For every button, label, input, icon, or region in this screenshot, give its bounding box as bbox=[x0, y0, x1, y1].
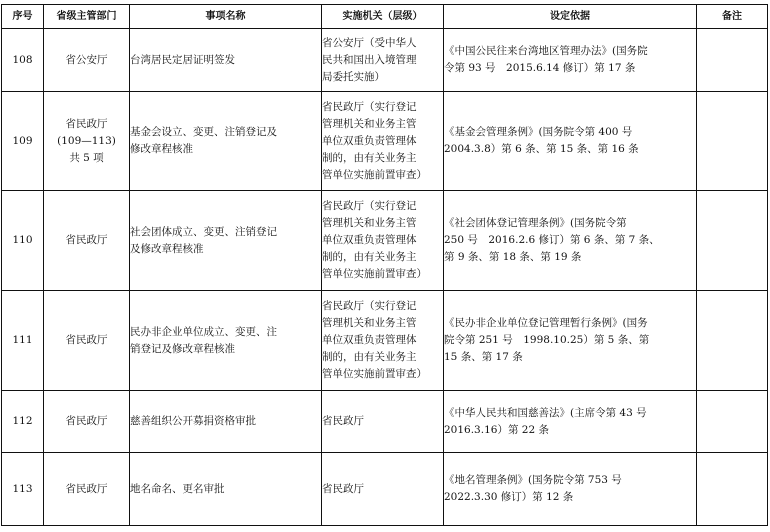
cell-name bbox=[130, 191, 322, 291]
cell-dept bbox=[44, 391, 130, 453]
cell-org-line: 管理机关和业务主管 bbox=[322, 217, 417, 229]
cell-basis bbox=[444, 391, 697, 453]
cell-name-line: 修改章程核准 bbox=[130, 143, 193, 155]
cell-org-line: 省民政厅（实行登记 bbox=[322, 300, 417, 312]
header-org: 实施机关（层级） bbox=[322, 5, 444, 29]
cell-dept-line: 共 5 项 bbox=[69, 151, 104, 164]
cell-org-line: 单位双重负责管理体 bbox=[322, 134, 417, 147]
cell-org-line: 管单位实施前置审查） bbox=[322, 168, 427, 181]
cell-basis-line: 《民办非企业单位登记管理暂行条例》(国务 bbox=[444, 317, 648, 329]
table-row bbox=[2, 391, 768, 453]
cell-note bbox=[697, 291, 768, 391]
cell-no: 113 bbox=[2, 453, 44, 526]
cell-org-line: 省民政厅（实行登记 bbox=[322, 200, 417, 212]
cell-name-line: 台湾居民定居证明签发 bbox=[130, 53, 235, 66]
cell-name-line: 及修改章程核准 bbox=[130, 242, 204, 255]
cell-org bbox=[322, 291, 444, 391]
table-row bbox=[2, 291, 768, 391]
cell-name bbox=[130, 291, 322, 391]
cell-org-line: 制的，由有关业务主 bbox=[322, 151, 417, 164]
cell-org-line: 民共和国出入境管理 bbox=[322, 53, 417, 66]
cell-name bbox=[130, 29, 322, 92]
cell-no: 110 bbox=[2, 191, 44, 291]
cell-name bbox=[130, 92, 322, 191]
cell-org-line: 单位双重负责管理体 bbox=[322, 234, 417, 246]
cell-note bbox=[697, 453, 768, 526]
cell-basis-line: 第 9 条、第 18 条、第 19 条 bbox=[444, 251, 582, 263]
header-basis: 设定依据 bbox=[444, 5, 697, 29]
cell-basis bbox=[444, 291, 697, 391]
cell-org-line: 省公安厅（受中华人 bbox=[322, 36, 417, 49]
cell-name-line: 销登记及修改章程核准 bbox=[130, 342, 235, 355]
cell-dept-line: 省公安厅 bbox=[65, 53, 108, 66]
cell-dept bbox=[44, 92, 130, 191]
header-row bbox=[2, 5, 768, 29]
cell-dept-line: 省民政厅 bbox=[65, 415, 108, 427]
cell-name-line: 基金会设立、变更、注销登记及 bbox=[130, 126, 277, 138]
cell-no: 112 bbox=[2, 391, 44, 453]
table-row bbox=[2, 453, 768, 526]
cell-basis-line: 15 条、第 17 条 bbox=[444, 351, 523, 363]
cell-org bbox=[322, 29, 444, 92]
cell-basis-line: 《基金会管理条例》(国务院令第 400 号 bbox=[444, 126, 633, 138]
cell-org bbox=[322, 391, 444, 453]
header-note: 备注 bbox=[697, 5, 768, 29]
table-row bbox=[2, 191, 768, 291]
cell-org-line: 制的，由有关业务主 bbox=[322, 251, 417, 263]
cell-note bbox=[697, 29, 768, 92]
cell-org-line: 制的，由有关业务主 bbox=[322, 351, 417, 363]
header-dept: 省级主管部门 bbox=[44, 5, 130, 29]
cell-dept bbox=[44, 29, 130, 92]
header-name: 事项名称 bbox=[130, 5, 322, 29]
cell-basis-line: 院令第 251 号 1998.10.25）第 5 条、第 bbox=[444, 334, 650, 346]
cell-org-line: 局委托实施） bbox=[322, 70, 385, 83]
cell-basis-line: 2004.3.8）第 6 条、第 15 条、第 16 条 bbox=[444, 143, 639, 155]
cell-basis bbox=[444, 29, 697, 92]
cell-basis-line: 《社会团体登记管理条例》(国务院令第 bbox=[444, 217, 627, 229]
cell-basis bbox=[444, 92, 697, 191]
cell-org-line: 管单位实施前置审查） bbox=[322, 368, 427, 380]
cell-basis bbox=[444, 191, 697, 291]
cell-org bbox=[322, 92, 444, 191]
cell-note bbox=[697, 92, 768, 191]
cell-dept-line: 省民政厅 bbox=[65, 117, 108, 130]
cell-basis-line: 《地名管理条例》(国务院令第 753 号 bbox=[444, 474, 622, 486]
cell-dept-line: 省民政厅 bbox=[65, 234, 108, 246]
cell-name-line: 社会团体成立、变更、注销登记 bbox=[130, 225, 277, 238]
cell-dept bbox=[44, 291, 130, 391]
cell-org bbox=[322, 191, 444, 291]
cell-dept-line: (109—113) bbox=[57, 134, 116, 147]
cell-basis-line: 2016.3.16）第 22 条 bbox=[444, 423, 549, 436]
cell-dept-line: 省民政厅 bbox=[65, 482, 108, 495]
table-row bbox=[2, 92, 768, 191]
cell-name-line: 民办非企业单位成立、变更、注 bbox=[130, 325, 277, 338]
cell-dept-line: 省民政厅 bbox=[65, 334, 108, 346]
cell-basis-line: 2022.3.30 修订）第 12 条 bbox=[444, 491, 574, 503]
cell-no: 111 bbox=[2, 291, 44, 391]
cell-note bbox=[697, 191, 768, 291]
cell-dept bbox=[44, 191, 130, 291]
cell-basis-line: 《中华人民共和国慈善法》(主席令第 43 号 bbox=[444, 406, 647, 419]
cell-org-line: 省民政厅 bbox=[322, 482, 364, 495]
cell-org-line: 管理机关和业务主管 bbox=[322, 117, 417, 130]
cell-org-line: 管单位实施前置审查） bbox=[322, 268, 427, 280]
cell-org-line: 管理机关和业务主管 bbox=[322, 317, 417, 329]
cell-note bbox=[697, 391, 768, 453]
cell-dept bbox=[44, 453, 130, 526]
header-no: 序号 bbox=[2, 5, 44, 29]
cell-name bbox=[130, 391, 322, 453]
cell-basis-line: 250 号 2016.2.6 修订）第 6 条、第 7 条、 bbox=[444, 234, 660, 246]
cell-org-line: 省民政厅（实行登记 bbox=[322, 100, 417, 113]
cell-org-line: 省民政厅 bbox=[322, 415, 364, 427]
cell-basis-line: 《中国公民往来台湾地区管理办法》(国务院 bbox=[444, 45, 648, 57]
cell-basis-line: 令第 93 号 2015.6.14 修订）第 17 条 bbox=[444, 62, 636, 74]
cell-org-line: 单位双重负责管理体 bbox=[322, 334, 417, 346]
cell-name bbox=[130, 453, 322, 526]
cell-basis bbox=[444, 453, 697, 526]
approval-items-table bbox=[1, 4, 768, 526]
cell-name-line: 慈善组织公开募捐资格审批 bbox=[130, 415, 256, 427]
cell-no: 109 bbox=[2, 92, 44, 191]
cell-name-line: 地名命名、更名审批 bbox=[130, 482, 225, 495]
table-row bbox=[2, 29, 768, 92]
cell-no: 108 bbox=[2, 29, 44, 92]
cell-org bbox=[322, 453, 444, 526]
